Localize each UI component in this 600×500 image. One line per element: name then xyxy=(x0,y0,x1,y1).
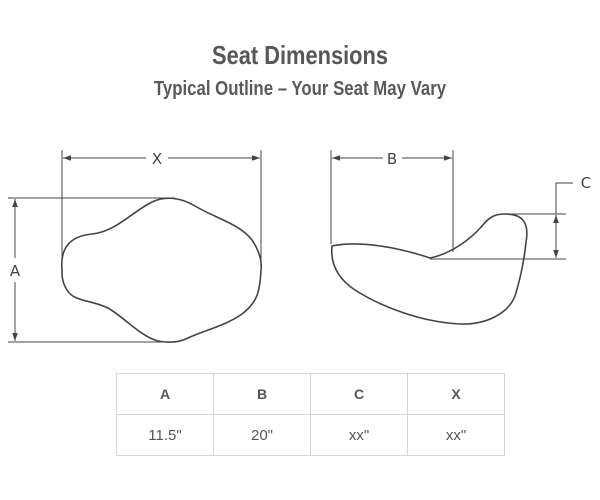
table-header-cell: B xyxy=(214,374,311,415)
page-subtitle: Typical Outline – Your Seat May Vary xyxy=(153,78,447,100)
table-header-cell: X xyxy=(408,374,505,415)
table-cell: 20" xyxy=(214,415,311,456)
dimensions-table xyxy=(116,373,505,456)
table-cell: 11.5" xyxy=(117,415,214,456)
table-header-cell: A xyxy=(117,374,214,415)
page-title: Seat Dimensions xyxy=(211,40,388,70)
c-leader-line xyxy=(556,183,573,214)
x-dimension-label: X xyxy=(151,150,163,168)
table-cell: xx" xyxy=(408,415,505,456)
seat-top-view-outline xyxy=(62,198,261,342)
c-dimension-label: C xyxy=(580,174,592,192)
table-header-cell: C xyxy=(311,374,408,415)
table-header-row xyxy=(117,374,505,415)
a-dimension-label: A xyxy=(9,262,21,280)
table-cell: xx" xyxy=(311,415,408,456)
seat-side-view-outline xyxy=(332,214,527,324)
b-dimension-label: B xyxy=(386,150,398,168)
table-row xyxy=(117,415,505,456)
